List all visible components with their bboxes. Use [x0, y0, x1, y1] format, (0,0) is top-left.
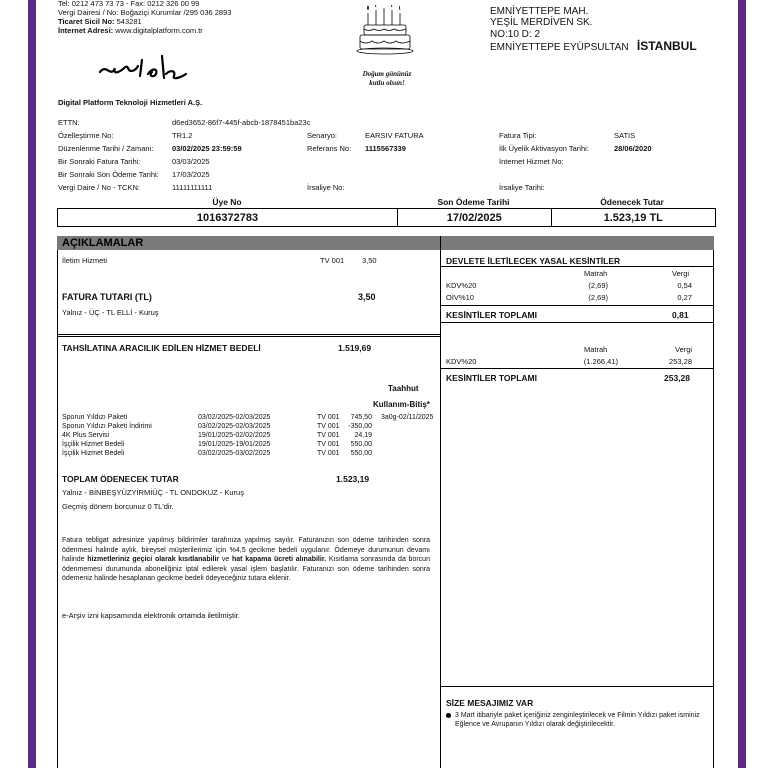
comm-service: İletim Hizmeti [62, 256, 108, 265]
company-name: Digital Platform Teknoloji Hizmetleri A.Ş. [58, 98, 203, 107]
address-line-1: EMNİYETTEPE MAH. [490, 6, 589, 17]
legal-text-2e: Kısıtlama sonrasında da borcun ödenmemesi durumunda aboneliğiniz iptal edilerek yasal işlem başlatılır. Faturanızı son ödeme tarihinden sonra ödemeniz halinde hesaplanan gecikme bedeli ödeyeceğiniz tutara eklenir. [62, 556, 430, 582]
deduction-base: (2,69) [588, 293, 608, 302]
web-value: www.digitalplatform.com.tr [115, 26, 203, 35]
legal-text-2b: hizmetleriniz geçici olarak kısıtlanabilir [87, 556, 220, 563]
invoice-type-label: Fatura Tipi: [499, 131, 537, 140]
section-title: AÇIKLAMALAR [62, 237, 144, 249]
issue-value: 03/02/2025 23:59:59 [172, 144, 242, 153]
signature-image [96, 50, 192, 84]
invoice-type-value: SATIS [614, 131, 636, 140]
comm-amount: 3,50 [362, 256, 377, 265]
invoice-total-value: 3,50 [358, 292, 376, 302]
ettn-label: ETTN: [58, 118, 80, 127]
package-commit: 3a0g-02/11/2025 [381, 414, 434, 421]
summary-box [57, 208, 716, 227]
message-text: 3 Mart itibariyle paket içeriğiniz zenginleştirilecek ve Filmin Yıldızı paket isminiz Eğlence ve Avrupanın Yıldızı olarak değiştirilecektir. [455, 712, 700, 728]
bullet-icon [446, 713, 451, 718]
matrah-header-2: Matrah [584, 345, 608, 354]
ref-value: 1115567339 [365, 144, 406, 153]
next-due-value: 17/03/2025 [172, 170, 210, 179]
tax-office-line: Vergi Dairesi / No: Boğaziçi Kurumlar /295 036 2893 [58, 8, 232, 17]
birthday-cake-icon [356, 5, 416, 71]
deductions-total-1-label: KESİNTİLER TOPLAMI [446, 310, 537, 320]
legal-text-1: Fatura tebligat adresinize yapılmış bildirimler tarafınıza yapılmış sayılır. Faturanızın son ödeme tarihinden sonra ödenmesi halinde aylık, bireysel müşterilerimiz için %4,5 gecikme bedeli uygulanır. [62, 537, 430, 554]
internet-service-label: İnternet Hizmet No: [499, 157, 564, 166]
right-frame [738, 0, 768, 768]
legal-text-2a: Ödemeye durumunun devamı halinde [62, 546, 430, 563]
package-period: 03/02/2025-02/03/2025 [198, 414, 271, 421]
package-amount: -350,00 [348, 423, 372, 430]
package-code: TV 001 [317, 441, 340, 448]
tax-no-value: 11111111111 [172, 183, 213, 192]
package-name: İşçilik Hizmet Bedeli [62, 441, 125, 448]
package-amount: 745,50 [350, 414, 372, 421]
trade-registry-line [58, 17, 142, 26]
package-name: 4K Plus Servisi [62, 432, 110, 439]
middle-border [440, 236, 441, 768]
package-period: 19/01/2025-02/02/2025 [198, 432, 271, 439]
package-code: TV 001 [317, 450, 340, 457]
package-period: 19/01/2025-19/01/2025 [198, 441, 271, 448]
trade-registry-value: 543281 [116, 17, 142, 26]
address-line-2: YEŞİL MERDİVEN SK. [490, 17, 593, 28]
custom-label: Özelleştirme No: [58, 131, 114, 140]
total-pay-words: Yalnız - BİNBEŞYÜZYİRMİÜÇ - TL ONDOKUZ - Kuruş [62, 488, 244, 497]
cake-caption [348, 70, 426, 88]
package-amount: 24,19 [354, 432, 372, 439]
deduction-name: KDV%20 [446, 357, 477, 366]
deductions-divider [441, 266, 713, 267]
ref-label: Referans No: [307, 144, 352, 153]
amount-value: 1.523,19 TL [603, 211, 663, 224]
matrah-header-1: Matrah [584, 269, 608, 278]
package-name: Sporun Yıldızı Paketi [62, 414, 128, 421]
left-frame [0, 0, 36, 768]
deductions-total-2-value: 253,28 [664, 373, 690, 383]
total-pay-value: 1.523,19 [336, 474, 370, 484]
address-line-4 [490, 41, 697, 53]
next-invoice-value: 03/03/2025 [172, 157, 210, 166]
section-bar [57, 236, 714, 250]
cake-caption-line-1: Doğum gününüz [362, 70, 412, 78]
package-code: TV 001 [317, 432, 340, 439]
divider-1b [57, 336, 440, 337]
scenario-value: EARSIV FATURA [365, 131, 424, 140]
package-name: İşçilik Hizmet Bedeli [62, 450, 125, 457]
first-membership-value: 28/06/2020 [614, 144, 652, 153]
deductions-divider-3 [441, 322, 713, 323]
total-pay-label: TOPLAM ÖDENECEK TUTAR [62, 474, 179, 484]
legal-text-2c: ve [219, 556, 232, 563]
address-district: EMNİYETTEPE EYÜPSULTAN [490, 42, 629, 53]
deduction-tax: 253,28 [669, 357, 692, 366]
deductions-total-1-value: 0,81 [672, 310, 689, 320]
member-label: Üye No [212, 197, 242, 207]
legal-text [62, 536, 430, 584]
address-line-3: NO:10 D: 2 [490, 29, 541, 40]
due-value: 17/02/2025 [398, 209, 552, 226]
divider-1 [57, 334, 440, 335]
vergi-header-2: Vergi [675, 345, 693, 354]
deductions-divider-2 [441, 305, 713, 306]
web-line [58, 26, 203, 35]
web-label: İnternet Adresi: [58, 26, 114, 35]
commit-label-1: Taahhut [388, 384, 419, 393]
waybill-label: İrsaliye No: [307, 183, 345, 192]
member-value: 1016372783 [58, 209, 398, 226]
earsiv-note: e-Arşiv izni kapsamında elektronik ortamda iletilmiştir. [62, 611, 240, 620]
deduction-base: (2,69) [588, 281, 608, 290]
vergi-header-1: Vergi [672, 269, 690, 278]
intermediary-label: TAHSİLATINA ARACILIK EDİLEN HİZMET BEDELİ [62, 343, 261, 353]
package-name: Sporun Yıldızı Paketi İndirimi [62, 423, 152, 430]
invoice-total-words: Yalnız - ÜÇ - TL ELLİ - Kuruş [62, 308, 159, 317]
right-border [713, 250, 714, 768]
next-due-label: Bir Sonraki Son Ödeme Tarihi: [58, 170, 159, 179]
package-period: 03/02/2025-02/03/2025 [198, 423, 271, 430]
scenario-label: Senaryo: [307, 131, 338, 140]
first-membership-label: İlk Üyelik Aktivasyon Tarihi: [499, 144, 589, 153]
message-divider [441, 686, 713, 687]
past-debt: Geçmiş dönem borcunuz 0 TL'dir. [62, 502, 174, 511]
ettn-value: d6ed3652-86f7-445f-abcb-1878451ba23c [172, 118, 311, 127]
package-code: TV 001 [317, 414, 340, 421]
deduction-name: OİV%10 [446, 293, 474, 302]
intermediary-value: 1.519,69 [338, 343, 372, 353]
legal-text-2d: hat kapama ücreti alınabilir. [231, 556, 327, 563]
amount-label: Ödenecek Tutar [600, 197, 664, 207]
comm-code: TV 001 [320, 256, 345, 265]
custom-value: TR1.2 [172, 131, 193, 140]
trade-registry-label: Ticaret Sicil No: [58, 17, 115, 26]
invoice-total-label: FATURA TUTARI (TL) [62, 292, 152, 302]
deduction-name: KDV%20 [446, 281, 477, 290]
package-amount: 550,00 [350, 450, 372, 457]
package-code: TV 001 [317, 423, 340, 430]
waybill-date-label: İrsaliye Tarihi: [499, 183, 545, 192]
deduction-tax: 0,54 [677, 281, 692, 290]
deductions-title: DEVLETE İLETİLECEK YASAL KESİNTİLER [446, 256, 621, 266]
cake-caption-line-2: kutlu olsun! [369, 79, 405, 87]
address-city: İSTANBUL [636, 39, 697, 53]
deduction-base: (1.266,41) [583, 357, 618, 366]
commit-label-2: Kullanım-Bitiş* [373, 400, 430, 409]
message-title: SİZE MESAJIMIZ VAR [446, 698, 534, 708]
deduction-tax: 0,27 [677, 293, 692, 302]
package-period: 03/02/2025-03/02/2025 [198, 450, 271, 457]
message-item [446, 711, 708, 729]
deductions-total-2-label: KESİNTİLER TOPLAMI [446, 373, 537, 383]
next-invoice-label: Bir Sonraki Fatura Tarihi: [58, 157, 141, 166]
tax-no-label: Vergi Daire / No - TCKN: [58, 183, 140, 192]
left-border [57, 250, 58, 768]
package-amount: 550,00 [350, 441, 372, 448]
deductions-divider-4 [441, 368, 713, 369]
due-label: Son Ödeme Tarihi [437, 197, 510, 207]
phone-line: Tel: 0212 473 73 73 - Fax: 0212 326 00 99 [58, 0, 200, 8]
issue-label: Düzenlenme Tarihi / Zamanı: [58, 144, 154, 153]
